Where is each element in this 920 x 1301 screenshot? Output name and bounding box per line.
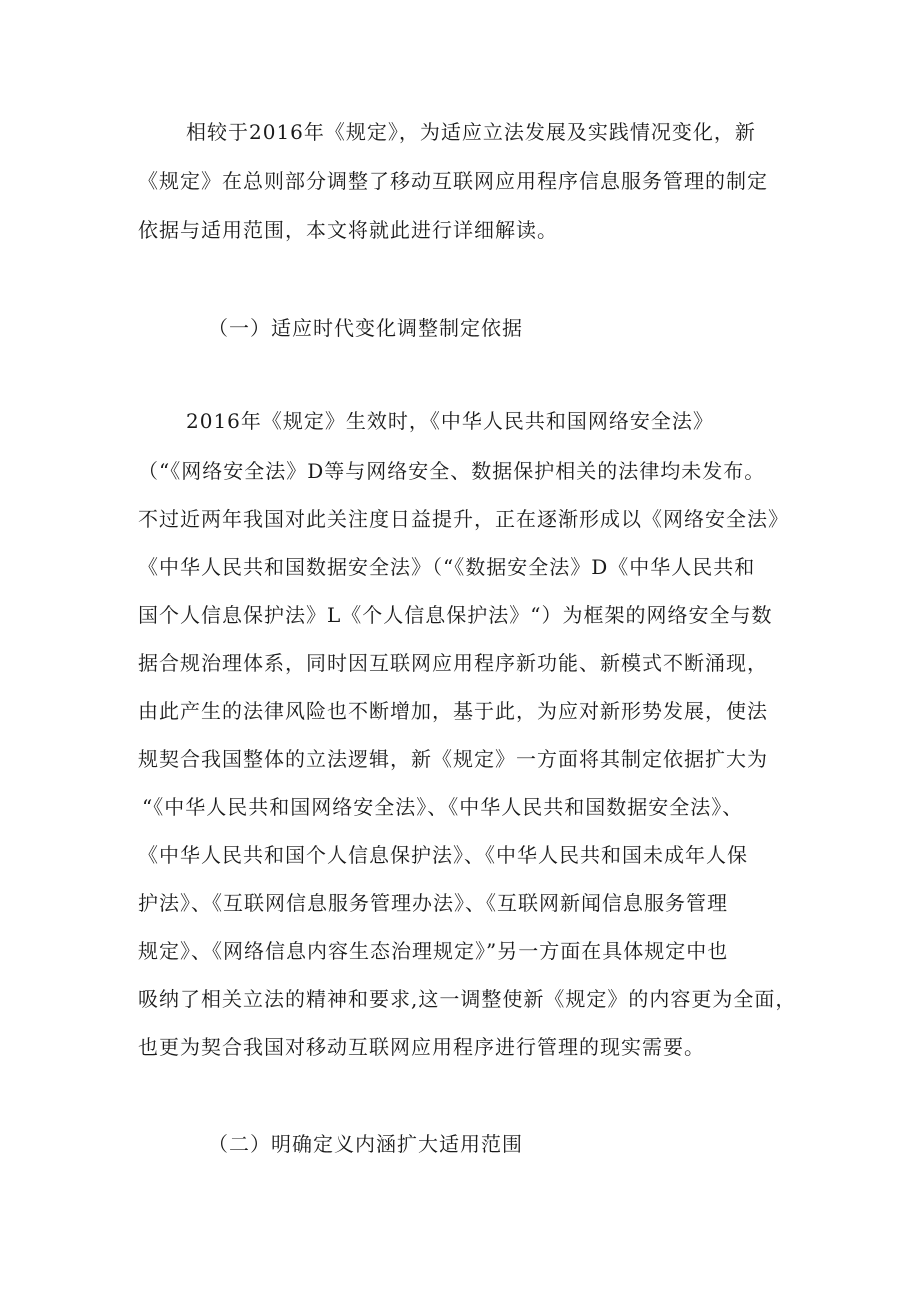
paragraph-2-line: 据合规治理体系，同时因互联网应用程序新功能、新模式不断涌现， [138,651,768,675]
paragraph-2-line: 国个人信息保护法》L《个人信息保护法》“）为框架的网络安全与数 [138,603,773,627]
paragraph-2-line: 护法》、《互联网信息服务管理办法》、《互联网新闻信息服务管理 [138,891,728,915]
paragraph-1-line: 相较于2016年《规定》，为适应立法发展及实践情况变化，新 [186,120,756,144]
paragraph-2-line: “《中华人民共和国网络安全法》、《中华人民共和国数据安全法》、 [142,795,744,819]
paragraph-2-line: 规契合我国整体的立法逻辑，新《规定》一方面将其制定依据扩大为 [138,747,768,771]
paragraph-2-line: 不过近两年我国对此关注度日益提升，正在逐渐形成以《网络安全法》 [138,507,789,531]
section-heading-1: （一）适应时代变化调整制定依据 [208,316,523,340]
section-heading-2: （二）明确定义内涵扩大适用范围 [208,1132,523,1156]
paragraph-1-line: 《规定》在总则部分调整了移动互联网应用程序信息服务管理的制定 [138,169,768,193]
paragraph-2-line: 2016年《规定》生效时，《中华人民共和国网络安全法》 [186,409,714,433]
paragraph-2-line: （“《网络安全法》D等与网络安全、数据保护相关的法律均未发布。 [138,459,766,483]
paragraph-2-line: 《中华人民共和国数据安全法》（“《数据安全法》D《中华人民共和 [138,555,756,579]
paragraph-2-line: 《中华人民共和国个人信息保护法》、《中华人民共和国未成年人保 [138,843,748,867]
paragraph-2-line: 也更为契合我国对移动互联网应用程序进行管理的现实需要。 [138,1035,705,1059]
paragraph-2-line: 吸纳了相关立法的精神和要求,这一调整使新《规定》的内容更为全面， [138,987,797,1011]
paragraph-2-line: 由此产生的法律风险也不断增加，基于此，为应对新形势发展，使法 [138,699,768,723]
paragraph-1-line: 依据与适用范围，本文将就此进行详细解读。 [138,218,558,242]
paragraph-2-line: 规定》、《网络信息内容生态治理规定》”另一方面在具体规定中也 [138,939,729,963]
